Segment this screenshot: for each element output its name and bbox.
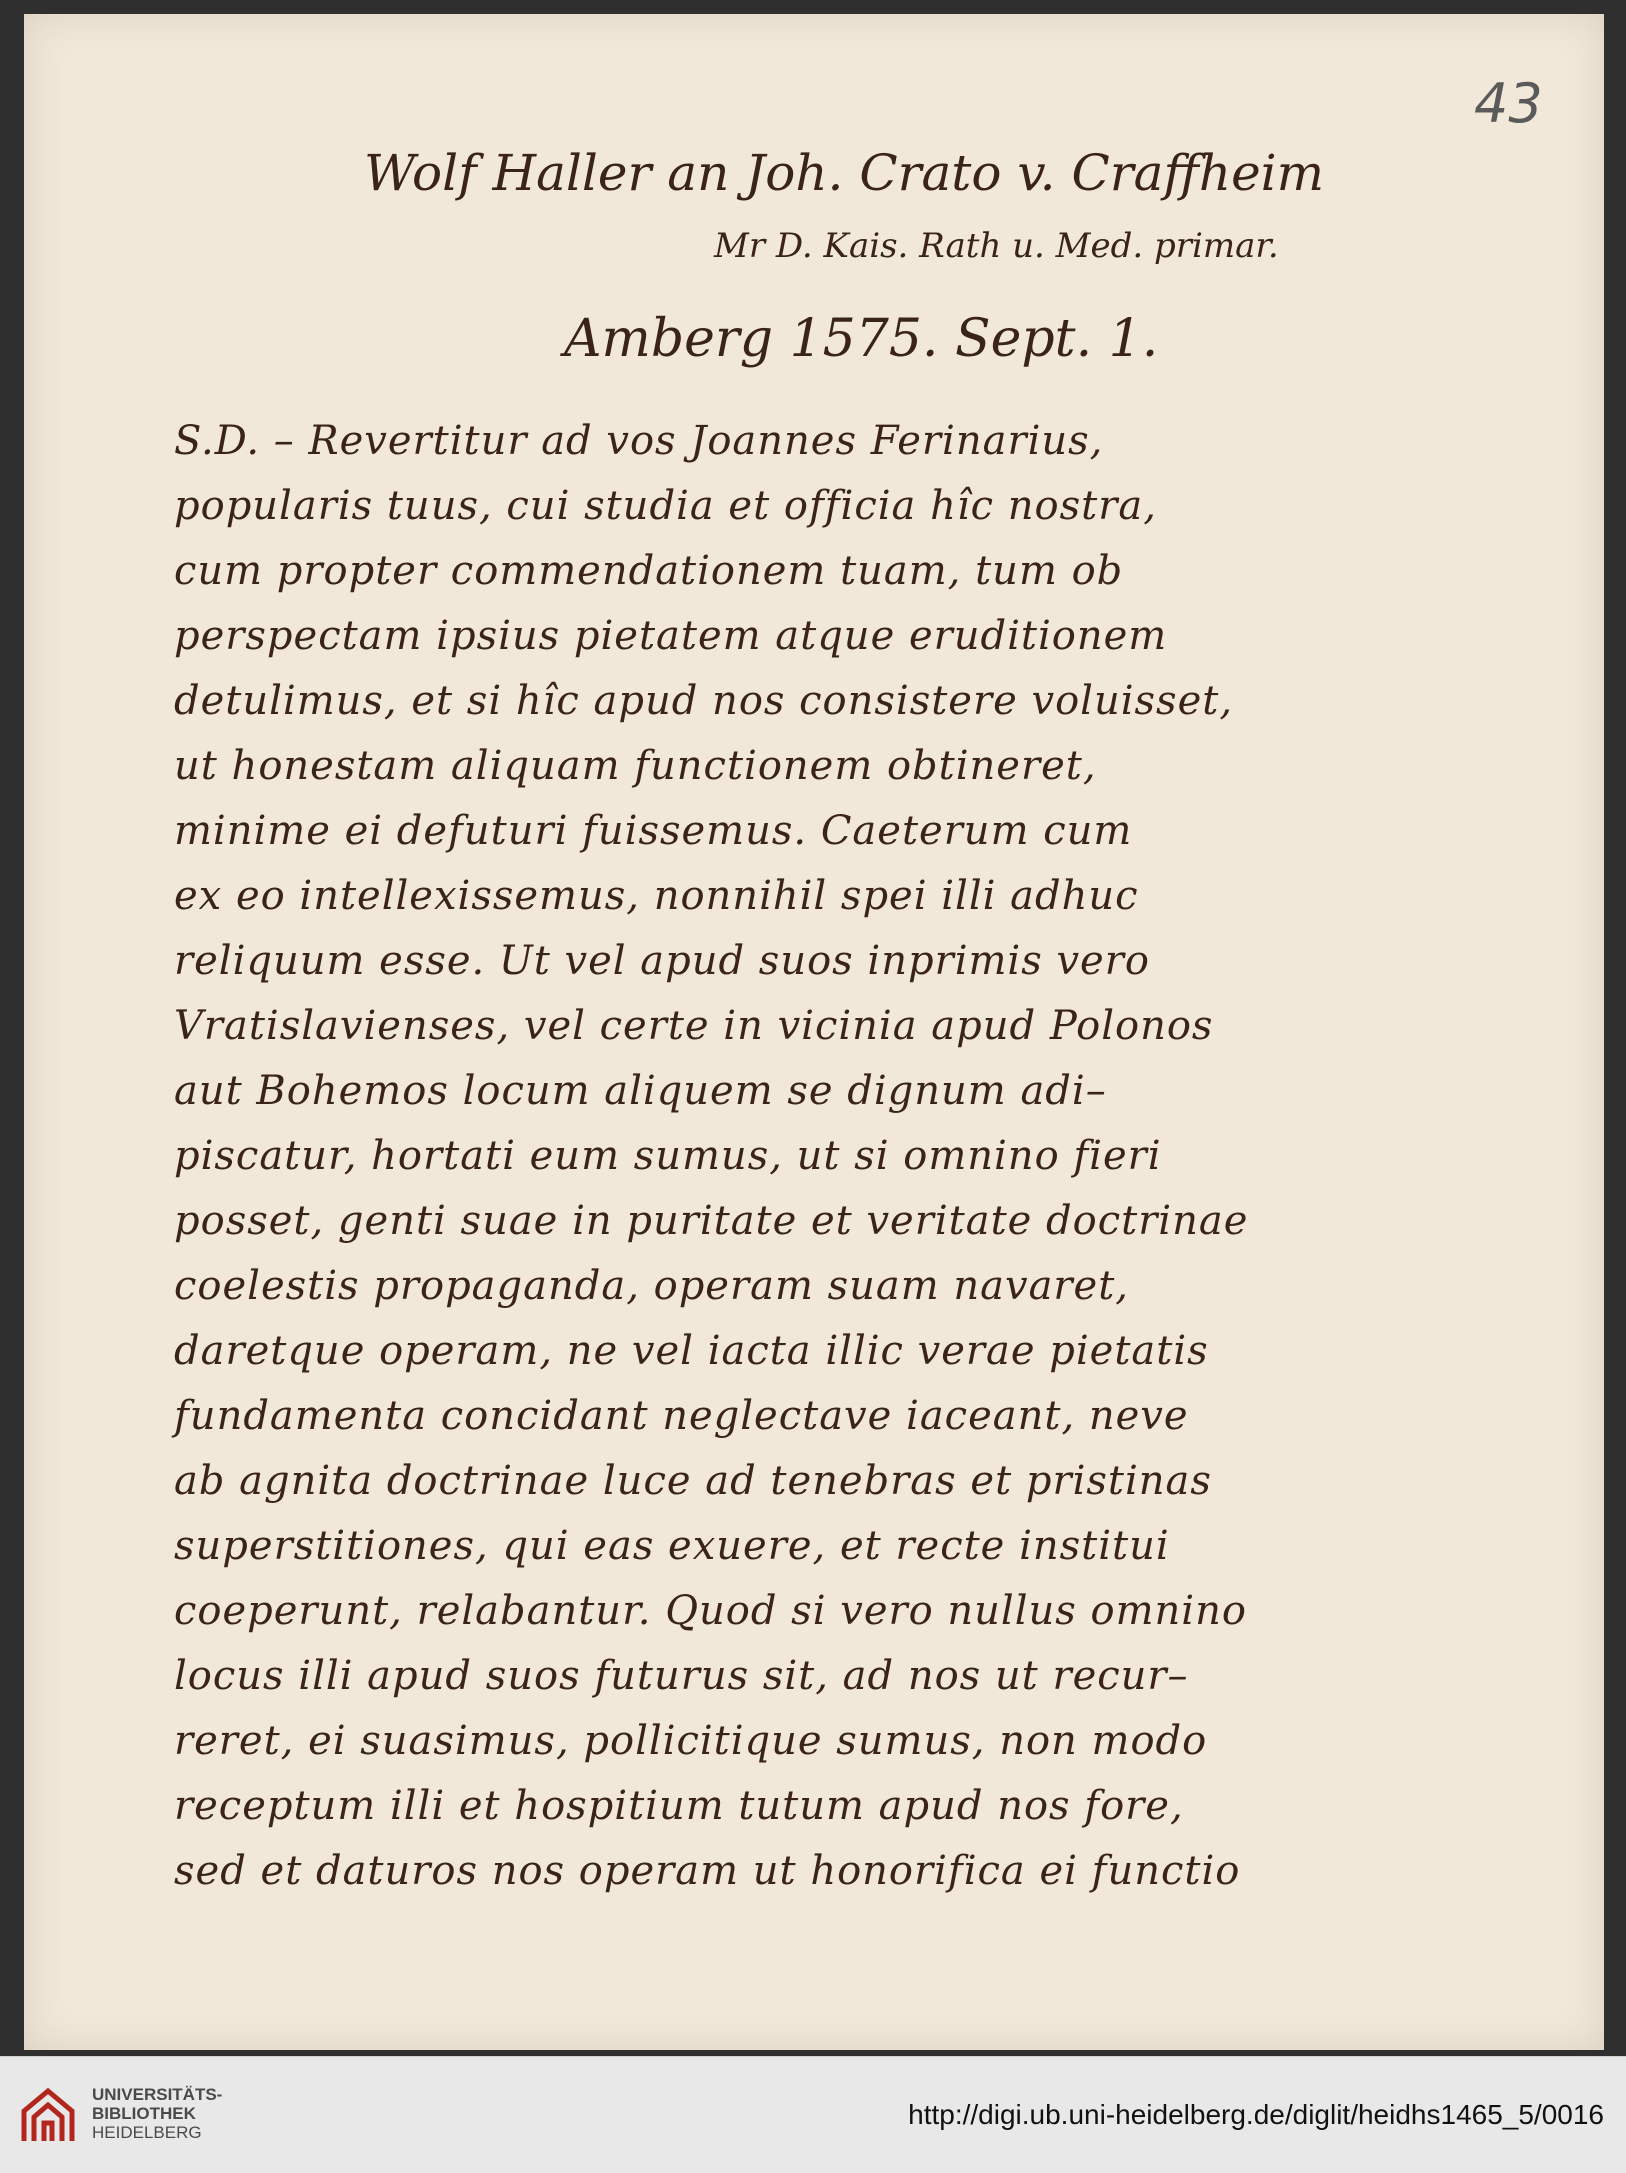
letter-line: coelestis propaganda, operam suam navaret, bbox=[174, 1263, 1130, 1309]
letter-line: receptum illi et hospitium tutum apud nos fore, bbox=[174, 1783, 1184, 1829]
letter-line: sed et daturos nos operam ut honorifica ei functio bbox=[174, 1848, 1241, 1894]
letter-line: superstitiones, qui eas exuere, et recte institui bbox=[174, 1523, 1170, 1569]
letter-line: coeperunt, relabantur. Quod si vero nullus omnino bbox=[174, 1588, 1247, 1634]
permalink-url[interactable]: http://digi.ub.uni-heidelberg.de/diglit/heidhs1465_5/0016 bbox=[908, 2099, 1604, 2130]
letter-line: locus illi apud suos futurus sit, ad nos ut recur– bbox=[174, 1653, 1189, 1699]
letter-body bbox=[174, 409, 1254, 1904]
letter-line: Vratislavienses, vel certe in vicinia apud Polonos bbox=[174, 1003, 1214, 1049]
letter-subheading: Mr D. Kais. Rath u. Med. primar. bbox=[714, 226, 1279, 266]
letter-line: daretque operam, ne vel iacta illic verae pietatis bbox=[174, 1328, 1209, 1374]
letter-line: ut honestam aliquam functionem obtineret, bbox=[174, 743, 1097, 789]
letter-line: detulimus, et si hîc apud nos consistere voluisset, bbox=[174, 678, 1234, 724]
letter-date: Amberg 1575. Sept. 1. bbox=[564, 309, 1159, 369]
library-name-line-1: UNIVERSITÄTS- bbox=[92, 2085, 223, 2104]
library-logo-icon bbox=[18, 2081, 80, 2147]
library-name-line-2: BIBLIOTHEK bbox=[92, 2104, 196, 2123]
library-name-line-3: HEIDELBERG bbox=[92, 2123, 202, 2142]
letter-line: fundamenta concidant neglectave iaceant, neve bbox=[174, 1393, 1189, 1439]
footer-bar bbox=[0, 2056, 1626, 2173]
letter-heading: Wolf Haller an Joh. Crato v. Craffheim bbox=[364, 144, 1325, 202]
letter-line: reret, ei suasimus, pollicitique sumus, non modo bbox=[174, 1718, 1208, 1764]
letter-line: minime ei defuturi fuissemus. Caeterum cum bbox=[174, 808, 1133, 854]
letter-line: piscatur, hortati eum sumus, ut si omnino fieri bbox=[174, 1133, 1162, 1179]
letter-line: reliquum esse. Ut vel apud suos inprimis vero bbox=[174, 938, 1150, 984]
manuscript-page bbox=[24, 14, 1604, 2050]
letter-line: popularis tuus, cui studia et officia hîc nostra, bbox=[174, 483, 1157, 529]
letter-line: posset, genti suae in puritate et veritate doctrinae bbox=[174, 1198, 1249, 1244]
library-name bbox=[92, 2085, 222, 2142]
letter-line: perspectam ipsius pietatem atque eruditionem bbox=[174, 613, 1168, 659]
letter-line: aut Bohemos locum aliquem se dignum adi– bbox=[174, 1068, 1107, 1114]
letter-line: cum propter commendationem tuam, tum ob bbox=[174, 548, 1124, 594]
letter-line: ab agnita doctrinae luce ad tenebras et pristinas bbox=[174, 1458, 1212, 1504]
letter-line: ex eo intellexissemus, nonnihil spei illi adhuc bbox=[174, 873, 1139, 919]
letter-line: S.D. – Revertitur ad vos Joannes Ferinarius, bbox=[174, 418, 1104, 464]
folio-number: 43 bbox=[1474, 72, 1543, 135]
